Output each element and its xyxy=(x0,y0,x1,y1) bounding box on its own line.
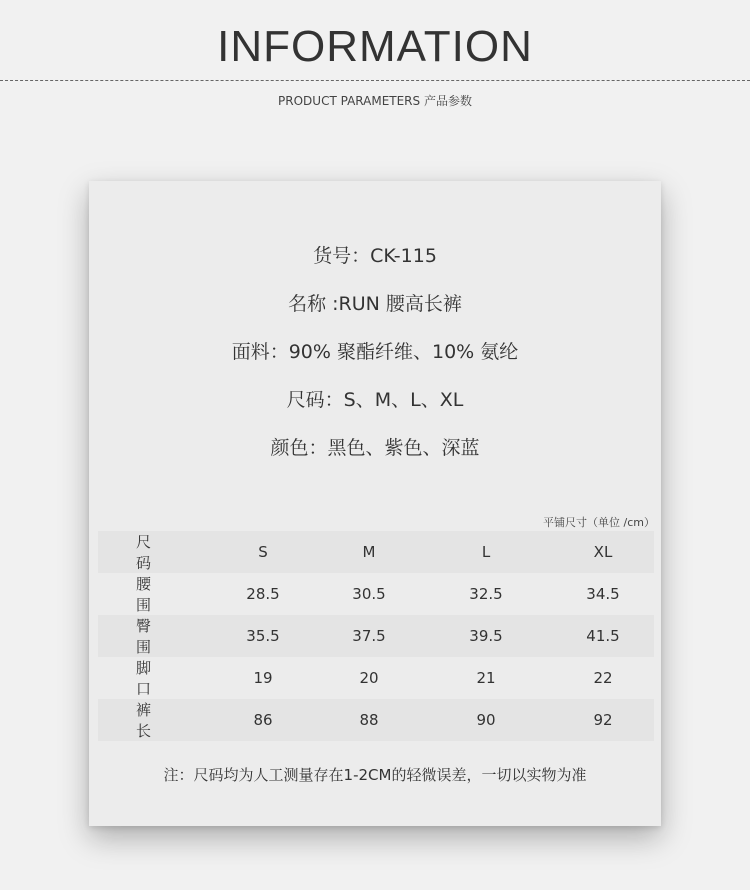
table-cell: 28.5 xyxy=(246,585,280,603)
table-cell: 裤长 xyxy=(136,701,176,740)
table-cell: 90 xyxy=(476,711,496,729)
table-cell: XL xyxy=(593,543,613,561)
footnote: 注：尺码均为人工测量存在1-2CM的轻微误差，一切以实物为准 xyxy=(163,766,587,784)
table-cell: 尺码 xyxy=(136,533,176,572)
table-cell: 21 xyxy=(476,669,496,687)
table-cell: 88 xyxy=(359,711,379,729)
table-cell: S xyxy=(258,543,268,561)
table-cell: L xyxy=(481,543,491,561)
table-cell: 臀围 xyxy=(136,617,176,656)
table-cell: 20 xyxy=(359,669,379,687)
header-divider xyxy=(0,80,750,81)
size-table xyxy=(98,531,654,741)
table-cell: 32.5 xyxy=(469,585,503,603)
page-subtitle: PRODUCT PARAMETERS 产品参数 xyxy=(278,94,472,108)
spec-item-sizes: 尺码：S、M、L、XL xyxy=(286,389,464,411)
table-cell: 腰围 xyxy=(136,575,176,614)
spec-item-fabric: 面料：90% 聚酯纤维、10% 氨纶 xyxy=(231,341,519,363)
info-card xyxy=(89,181,661,826)
table-cell: 19 xyxy=(253,669,273,687)
table-cell: 39.5 xyxy=(469,627,503,645)
table-header-row xyxy=(98,531,654,573)
table-cell: 30.5 xyxy=(352,585,386,603)
table-cell: 35.5 xyxy=(246,627,280,645)
table-cell: 37.5 xyxy=(352,627,386,645)
table-row xyxy=(98,699,654,741)
table-cell: 22 xyxy=(593,669,613,687)
table-cell: 脚口 xyxy=(136,659,176,698)
table-row xyxy=(98,657,654,699)
table-cell: 86 xyxy=(253,711,273,729)
table-cell: M xyxy=(362,543,376,561)
spec-item-name: 名称 :RUN 腰高长裤 xyxy=(288,293,462,315)
table-cell: 34.5 xyxy=(586,585,620,603)
page-title: INFORMATION xyxy=(217,22,533,71)
spec-item-code: 货号：CK-115 xyxy=(313,245,437,267)
spec-item-colors: 颜色：黑色、紫色、深蓝 xyxy=(270,437,480,459)
spec-list xyxy=(89,241,661,481)
unit-note: 平铺尺寸（单位 /cm） xyxy=(543,516,655,529)
table-row xyxy=(98,573,654,615)
table-row xyxy=(98,615,654,657)
table-cell: 41.5 xyxy=(586,627,620,645)
table-cell: 92 xyxy=(593,711,613,729)
